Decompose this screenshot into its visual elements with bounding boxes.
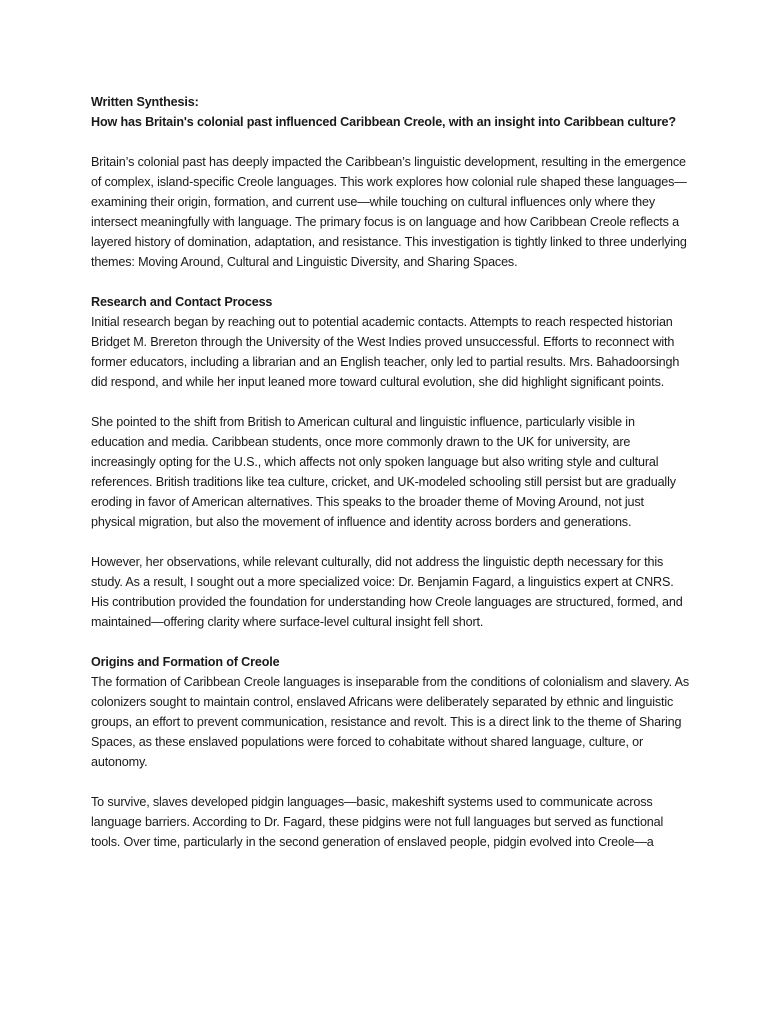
document-title-question: How has Britain's colonial past influenced Caribbean Creole, with an insight into Caribbean culture? — [91, 115, 676, 129]
intro-paragraph: Britain’s colonial past has deeply impacted the Caribbean’s linguistic development, resulting in the emergence of complex, island-specific Creole languages. This work explores how colonial rule shaped these languages—examining their origin, formation, and current use—while touching on cultural influences only where they intersect meaningfully with language. The primary focus is on language and how Caribbean Creole reflects a layered history of domination, adaptation, and resistance. This investigation is tightly linked to three underlying themes: Moving Around, Cultural and Linguistic Diversity, and Sharing Spaces. — [91, 155, 687, 269]
section-paragraph: To survive, slaves developed pidgin languages—basic, makeshift systems used to communicate across language barriers. According to Dr. Fagard, these pidgins were not full languages but served as functional tools. Over time, particularly in the second generation of enslaved people, pidgin evolved into Creole—a — [91, 795, 664, 849]
section-heading: Research and Contact Process — [91, 295, 273, 309]
section-paragraph: Initial research began by reaching out to potential academic contacts. Attempts to reach respected historian Bridget M. Brereton through the University of the West Indies proved unsuccessful. Efforts to reconnect with former educators, including a librarian and an English teacher, only led to partial results. Mrs. Bahadoorsingh did respond, and while her input leaned more toward cultural evolution, she did highlight significant points. — [91, 315, 680, 389]
section-paragraph: She pointed to the shift from British to American cultural and linguistic influence, particularly visible in education and media. Caribbean students, once more commonly drawn to the UK for university, are increasingly opting for the U.S., which affects not only spoken language but also writing style and cultural references. British traditions like tea culture, cricket, and UK-modeled schooling still persist but are gradually eroding in favor of American alternatives. This speaks to the broader theme of Moving Around, not just physical migration, but also the movement of influence and identity across borders and generations. — [91, 415, 676, 529]
document-page — [91, 92, 691, 872]
section-origins-formation — [91, 652, 691, 772]
document-title-label: Written Synthesis: — [91, 95, 199, 109]
section-paragraph: However, her observations, while relevant culturally, did not address the linguistic depth necessary for this study. As a result, I sought out a more specialized voice: Dr. Benjamin Fagard, a linguistics expert at CNRS. His contribution provided the foundation for understanding how Creole languages are structured, formed, and maintained—offering clarity where surface-level cultural insight fell short. — [91, 555, 683, 629]
section-heading: Origins and Formation of Creole — [91, 655, 280, 669]
document-title-block — [91, 92, 691, 132]
section-research-contact — [91, 292, 691, 392]
section-paragraph: The formation of Caribbean Creole languages is inseparable from the conditions of colonialism and slavery. As colonizers sought to maintain control, enslaved Africans were deliberately separated by ethnic and linguistic groups, an effort to prevent communication, resistance and revolt. This is a direct link to the theme of Sharing Spaces, as these enslaved populations were forced to cohabitate without shared language, culture, or autonomy. — [91, 675, 690, 769]
